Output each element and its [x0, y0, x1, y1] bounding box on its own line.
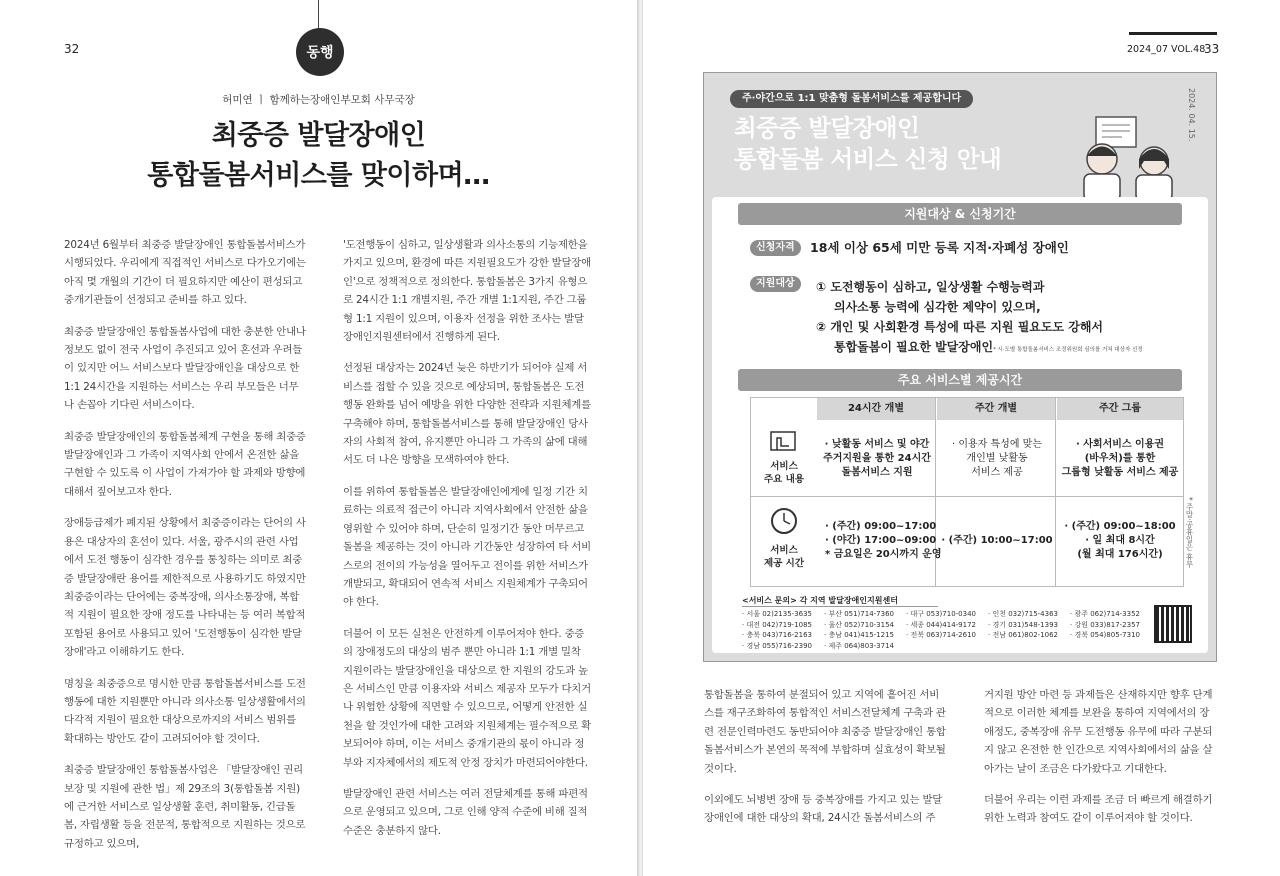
paragraph: 최중증 발달장애인 통합돌봄사업에 대한 충분한 안내나 정보도 없이 전국 사업이 추진되고 있어 혼선과 우려들이 있지만 어느 서비스보다 발달장애인을 대상으로 한 1:1 24시간을 지원하는 서비스는 우리 부모들은 너무나 손꼽아 기다린 서비스이다. — [64, 325, 306, 412]
qr-code-icon — [1154, 605, 1192, 643]
right-column-2 — [984, 686, 1216, 841]
section-badge: 동행 — [296, 28, 344, 76]
contacts-col-5: · 광주 062)714-3352 · 강원 033)817-2357 · 경북 054)805-7310 — [1070, 610, 1140, 639]
target-2b: 통합돌봄이 필요한 발달장애인 — [834, 340, 994, 354]
paragraph: 2024년 6월부터 최중증 발달장애인 통합돌봄서비스가 시행되었다. 우리에게 직접적인 서비스로 다가오기에는 아직 몇 개월의 기간이 더 필요하지만 예산이 편성되고 중개기관들이 선정되고 준비를 하고 있다. — [64, 239, 306, 307]
section-header-hours: 주요 서비스별 제공시간 — [738, 369, 1182, 391]
paragraph: 더불어 이 모든 실천은 안전하게 이루어져야 한다. 중증의 장애정도의 대상의 범주 뿐만 아니라 1:1 개별 밀착 지원이라는 발달장애인을 대상으로 한 지원의 강도과 높은 서비스인 만큼 이용자와 서비스 제공자 모두가 다치거나 위험한 상황에 직면할 수 있으므로, 어떻게 안전한 실천을 할 것인가에 대한 고려와 지원체계는 필수적으로 확보되어야 하며, 이는 서비스 중개기관의 몫이 아니라 정부와 지자체에서의 제도적 안정 장치가 마련되어야한다. — [343, 627, 591, 769]
weekend-note: * 주말·공휴일은 휴무 — [1185, 497, 1194, 568]
col-header-day-group: 주간 그룹 — [1057, 398, 1183, 420]
target-2a: ② 개인 및 사회환경 특성에 따른 지원 필요도도 강해서 — [816, 320, 1104, 334]
paragraph: 장애등급제가 폐지된 상황에서 최중증이라는 단어의 사용은 대상자의 혼선이 있다. 서울, 광주시의 관련 사업에서 도전 행동이 심각한 경우를 통칭하는 의미로 최중증 발달장애란 용어를 제한적으로 사용하기도 하였지만 최중증이라는 단어에는 중복장애, 의사소통장애, 복합적 지원이 필요한 장애 정도를 나타내는 등 여러 복합적 포함된 용어로 사용되고 있어 '도전행동이 심각한 발달장애'라고 이해하기도 한다. — [64, 517, 306, 659]
col-divider — [1055, 398, 1056, 586]
paragraph: 선정된 대상자는 2024년 늦은 하반기가 되어야 실제 서비스를 접할 수 있을 것으로 예상되며, 통합돌봄은 도전행동 완화를 넘어 예방을 위한 다양한 전략과 지원체계를 구축해야 하며, 통합돌봄서비스를 통해 발달장애인 당사자의 사회적 참여, 유지뿐만 아니라 그 가족의 삶에 대해서도 더 나은 방향을 모색하여야 한다. — [343, 362, 591, 467]
people-illustration — [1072, 109, 1184, 201]
row-label-content: 서비스 주요 내용 — [763, 461, 804, 485]
cell-24h-content: · 낮활동 서비스 및 야간 주거지원을 통한 24시간 돌봄서비스 지원 — [823, 439, 931, 478]
target-list — [816, 277, 1143, 360]
author-line: 허미연 ㅣ 함께하는장애인부모회 사무국장 — [222, 94, 415, 106]
cell-day-hours: · (주간) 10:00~17:00 — [941, 535, 1053, 546]
row-divider — [751, 496, 1183, 497]
paragraph: 거지원 방안 마련 등 과제들은 산재하지만 향후 단계적으로 이러한 체계를 보완을 통하여 지역에서의 장애정도, 중복장애 유무 도전행동 유무에 따라 구분되지 않고 온전한 한 인간으로 지역사회에서의 삶을 살아가는 날이 조금은 다가왔다고 기대한다. — [984, 689, 1213, 775]
qualification-text: 18세 이상 65세 미만 등록 지적·자폐성 장애인 — [810, 240, 1069, 255]
contacts-col-4: · 인천 032)715-4363 · 경기 031)548-1393 · 전남 061)802-1062 — [988, 610, 1058, 639]
target-1a: ① 도전행동이 심하고, 일상생활 수행능력과 — [816, 280, 1045, 294]
paragraph: 이외에도 뇌병변 장애 등 중복장애를 가지고 있는 발달장애인에 대한 대상의 확대, 24시간 돌봄서비스의 주 — [704, 794, 943, 825]
paragraph: 발달장애인 관련 서비스는 여러 전달체계를 통해 파편적으로 운영되고 있으며, 그로 인해 양적 수준에 비해 질적 수준은 충분하지 않다. — [343, 787, 588, 837]
title-line-1: 최중증 발달장애인 — [211, 120, 426, 151]
target-note: * 시·도별 통합돌봄서비스 조정위원회 심의를 거쳐 대상자 선정 — [993, 347, 1143, 353]
cell-group-content: · 사회서비스 이용권 (바우처)를 통한 그룹형 낮활동 서비스 제공 — [1061, 439, 1179, 478]
paragraph: 최중증 발달장애인의 통합돌봄체계 구현을 통해 최중증 발달장애인과 그 가족이 지역사회 안에서 온전한 삶을 구현할 수 있도록 이 사업이 가져가야 할 과제와 방향에 대해서 짚어보고자 한다. — [64, 430, 306, 498]
contacts-col-3: · 대구 053)710-0340 · 세종 044)414-9172 · 전북 063)714-2610 — [906, 610, 976, 639]
qualification-chip: 신청자격 — [750, 240, 801, 256]
poster-title-line-1: 최중증 발달장애인 — [734, 114, 920, 142]
target-chip: 지원대상 — [750, 276, 801, 292]
target-1b: 의사소통 능력에 심각한 제약이 있으며, — [834, 300, 1041, 314]
left-column-1 — [64, 236, 308, 866]
paragraph: 통합돌봄을 통하여 분절되어 있고 지역에 흩어진 서비스를 재구조화하여 통합적인 서비스전달체계 구축과 관련 전문인력마련도 동반되어야 최중증 발달장애인 통합돌봄서비스가 본연의 목적에 부합하며 실효성이 확보될 것이다. — [704, 689, 946, 775]
clock-icon — [769, 506, 799, 536]
col-header-day-individual: 주간 개별 — [937, 398, 1055, 420]
row-label-hours: 서비스 제공 시간 — [763, 545, 804, 569]
cell-day-content: · 이용자 특성에 맞는 개인별 낮활동 서비스 제공 — [952, 439, 1042, 478]
contacts-col-2: · 부산 051)714-7360 · 울산 052)710-3154 · 충남 041)415-1215 · 제주 064)803-3714 — [824, 610, 894, 650]
paragraph: '도전행동이 심하고, 일상생활과 의사소통의 기능제한을 가지고 있으며, 환경에 따른 지원필요도가 강한 발달장애인'으로 정책적으로 정의한다. 통합돌봄은 3가지 유형으로 24시간 1:1 개별지원, 주간 개별 1:1지원, 주간 그룹형 1:1 지원이 있으며, 이용자 선정을 위한 조사는 발달장애인지원센터에서 진행하게 된다. — [343, 239, 591, 344]
paragraph: 이를 위하여 통합돌봄은 발달장애인에게에 일정 기간 치료하는 의료적 접근이 아니라 지역사회에서 안전한 삶을 영위할 수 있어야 하며, 단순히 일정기간 동안 머무르고 돌봄을 제공하는 것이 아니라 기간동안 성장하여 타 서비스로의 전이의 가능성을 열어두고 전이를 위한 서비스가 개발되고, 확대되어 연속적 서비스 지원체계가 구축되어야 한다. — [343, 485, 591, 609]
poster-title-line-2: 통합돌봄 서비스 신청 안내 — [734, 145, 1002, 173]
service-table — [750, 397, 1184, 587]
clipboard-shape — [1096, 117, 1136, 147]
paragraph: 더불어 우리는 이런 과제를 조금 더 빠르게 해결하기 위한 노력과 참여도 같이 이루어져야 할 것이다. — [984, 794, 1213, 825]
right-column-1 — [704, 686, 948, 841]
cell-group-hours: · (주간) 09:00~18:00 · 일 최대 8시간 (월 최대 176시간) — [1064, 521, 1176, 560]
poster-date: 2024. 04. 15. — [1187, 88, 1196, 142]
poster-tag: 주·야간으로 1:1 맞춤형 돌봄서비스를 제공합니다 — [730, 90, 973, 108]
article-title — [0, 116, 637, 196]
contacts-col-1: · 서울 02)2135-3635 · 대전 042)719-1085 · 충북 043)716-2163 · 경남 055)716-2390 — [742, 610, 812, 650]
poster-body — [712, 197, 1208, 653]
cell-24h-hours: · (주간) 09:00~17:00 · (야간) 17:00~09:00 * 금요일은 20시까지 운영 — [825, 521, 942, 560]
info-poster — [703, 72, 1217, 662]
left-page-number: 32 — [64, 42, 80, 56]
title-line-2: 통합돌봄서비스를 맞이하며… — [147, 160, 490, 191]
issue-label: 2024_07 VOL.48 — [1127, 44, 1206, 55]
left-column-2 — [343, 236, 591, 853]
section-header-eligibility: 지원대상 & 신청기간 — [738, 203, 1182, 225]
left-page — [0, 0, 637, 876]
paragraph: 명칭을 최중증으로 명시한 만큼 통합돌봄서비스를 도전행동에 대한 지원뿐만 아니라 의사소통 일상생활에서의 다각적 지원이 필요한 대상으로까지의 서비스 범위를 확대하는 방안도 같이 고려되어야 할 것이다. — [64, 677, 306, 745]
poster-title — [734, 113, 1001, 175]
paragraph: 최중증 발달장애인 통합돌봄사업은 「발달장애인 권리보장 및 지원에 관한 법」제 29조의 3(통합돌봄 지원)에 근거한 서비스로 일상생활 훈련, 취미활동, 긴급돌봄, 자립생활 등을 전문적, 통합적으로 지원하는 것으로 규정하고 있으며, — [64, 764, 306, 850]
hand-pointer-icon — [769, 428, 801, 454]
right-page-number: 33 — [1204, 42, 1220, 56]
col-header-24h: 24시간 개별 — [817, 398, 935, 420]
contact-title: <서비스 문의> 각 지역 발달장애인지원센터 — [742, 595, 938, 607]
header-rule — [1129, 32, 1217, 35]
